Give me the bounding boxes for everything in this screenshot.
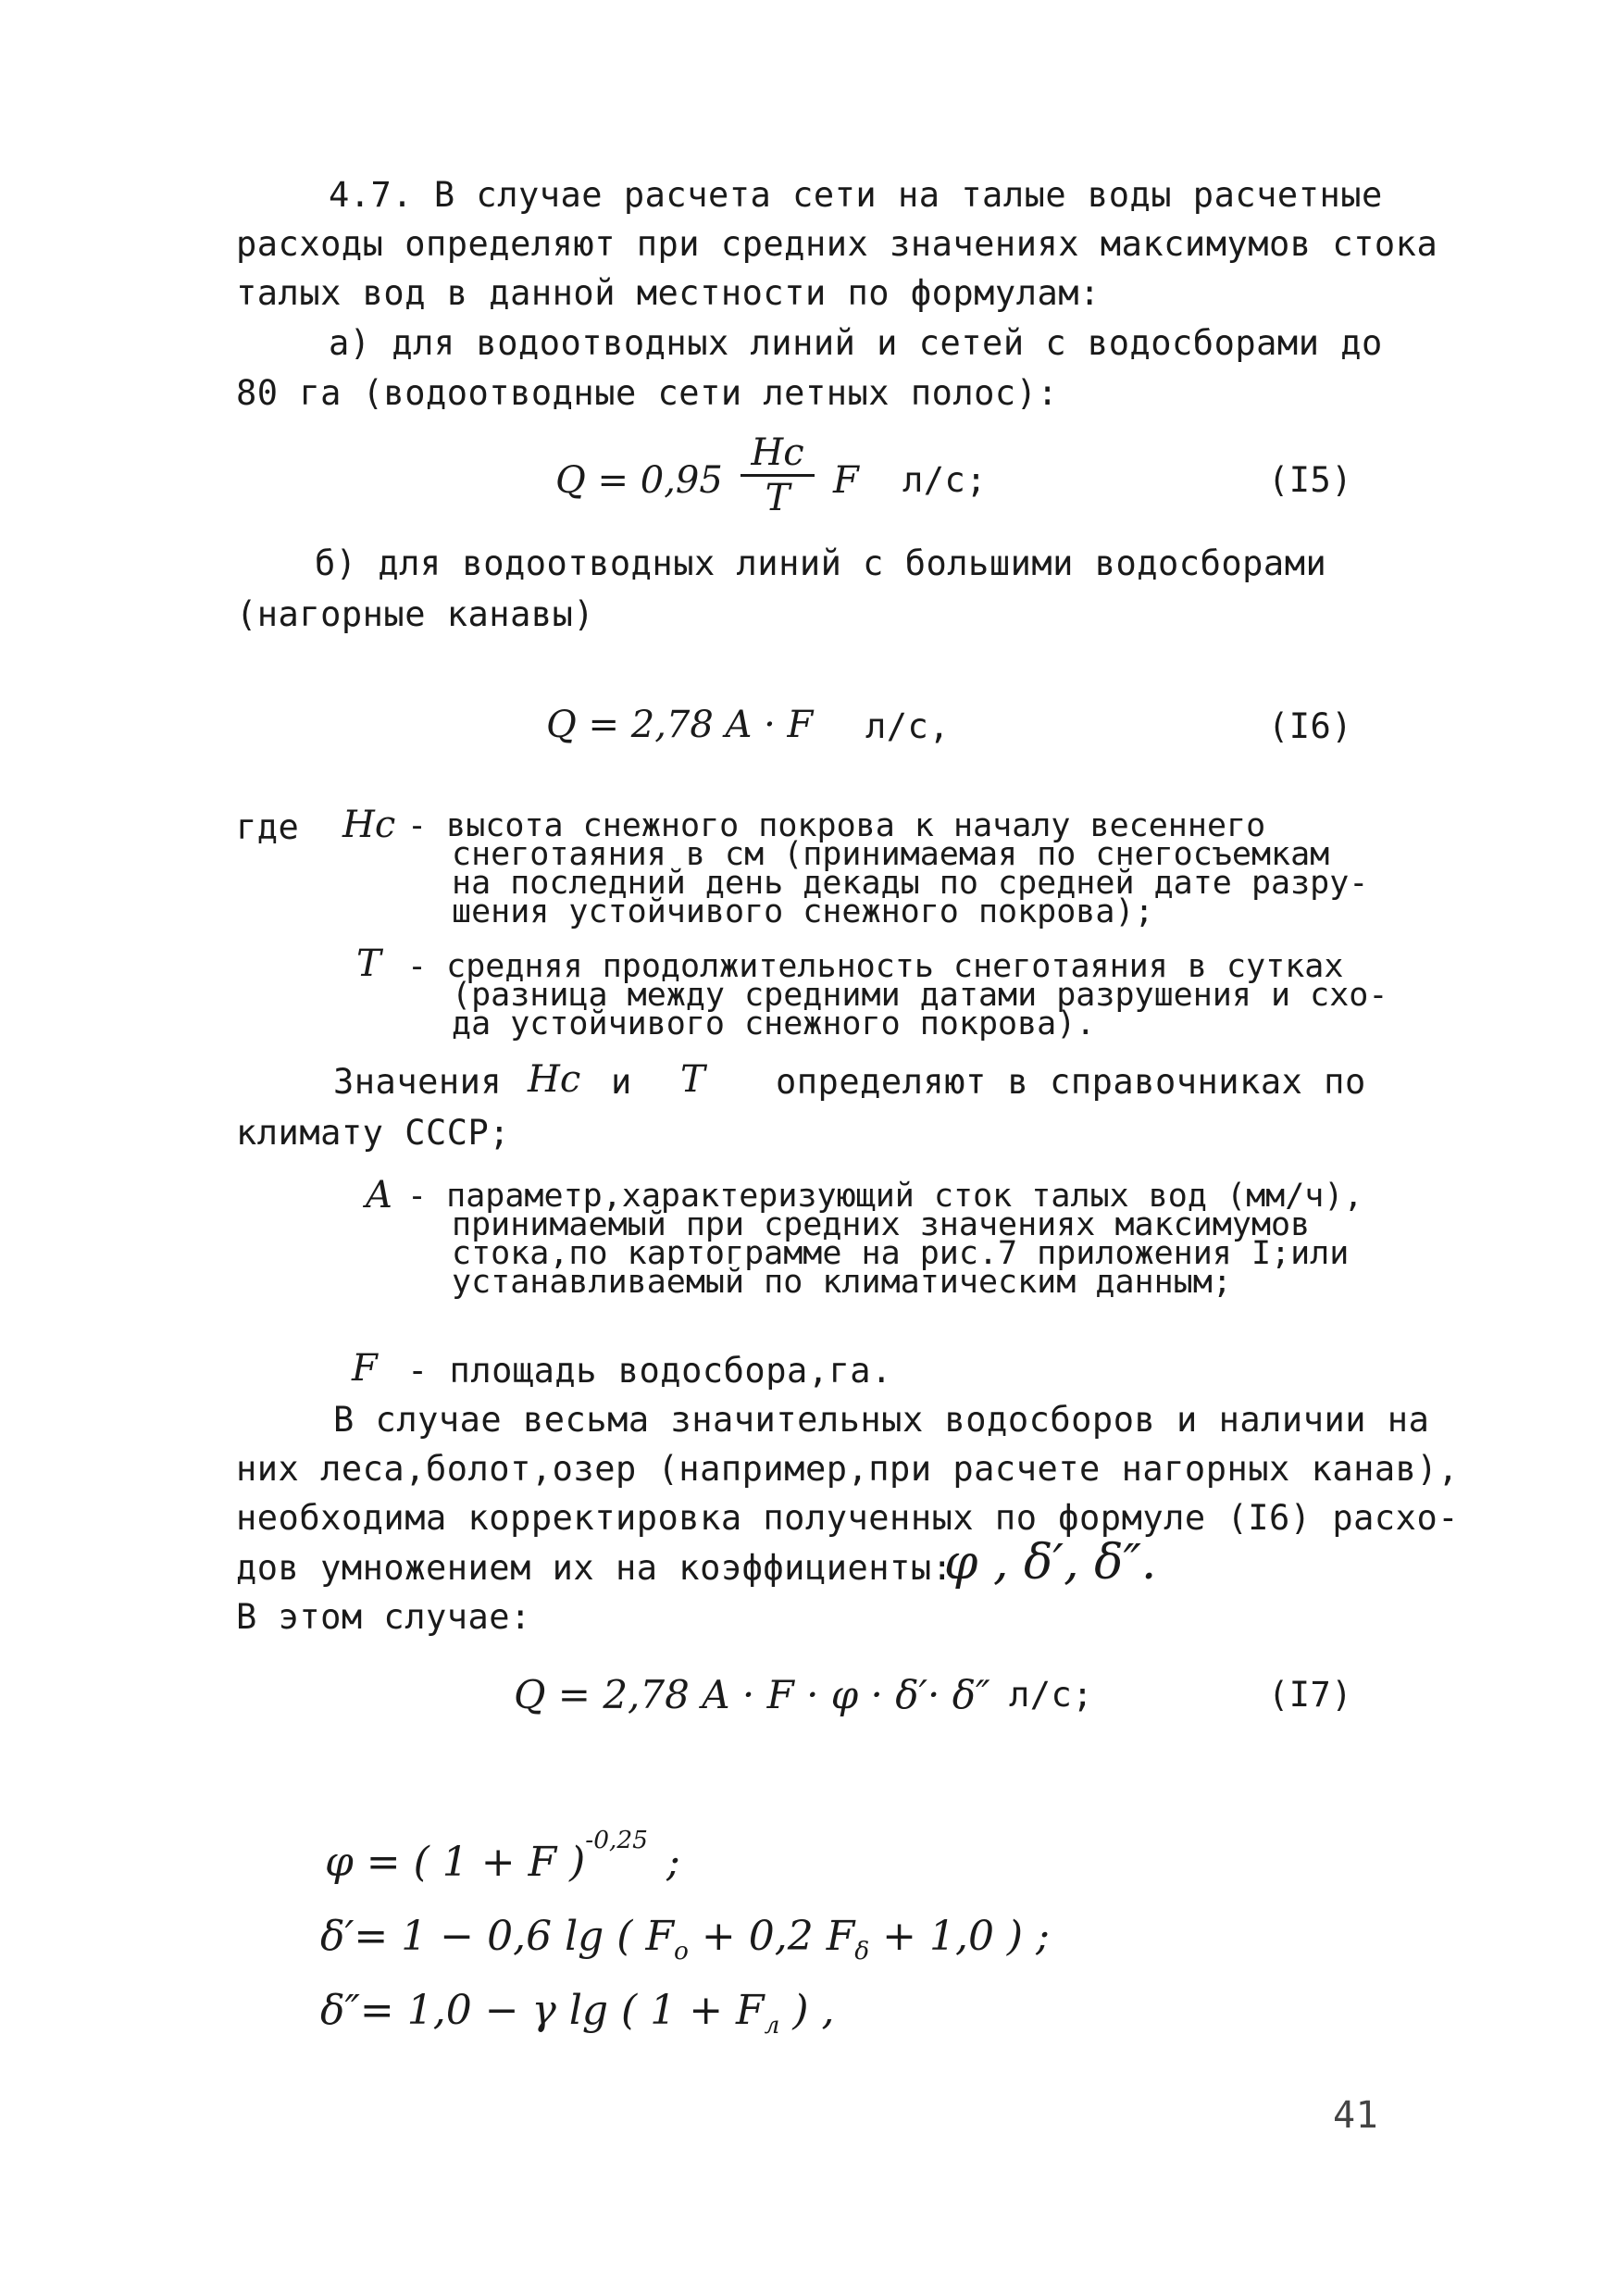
a-symbol: A bbox=[366, 1174, 392, 1217]
t-symbol: T bbox=[356, 942, 381, 985]
item-b-line: (нагорные канавы) bbox=[236, 594, 595, 634]
formula-15-unit: л/с; bbox=[902, 460, 988, 500]
t-definition-line: - средняя продолжительность снеготаяния в сутках bbox=[407, 948, 1344, 985]
values-t-symbol: T bbox=[680, 1058, 705, 1101]
hc-definition-line: шения устойчивого снежного покрова); bbox=[452, 893, 1154, 930]
formula-15-number: (I5) bbox=[1268, 460, 1353, 500]
paragraph-line: 4.7. В случае расчета сети на талые воды расчетные bbox=[329, 175, 1383, 215]
hc-definition-line: на последний день декады по средней дате разру- bbox=[452, 865, 1369, 902]
paragraph-line: расходы определяют при средних значениях максимумов стока bbox=[236, 224, 1438, 264]
formula-15-lhs: Q = 0,95 bbox=[555, 459, 723, 502]
values-hc-symbol: Hc bbox=[528, 1058, 581, 1101]
item-b-line: б) для водоотводных линий с большими водосборами bbox=[315, 543, 1327, 583]
t-definition-line: да устойчивого снежного покрова). bbox=[452, 1005, 1096, 1042]
formula-17-number: (I7) bbox=[1268, 1675, 1353, 1715]
formula-15-fraction bbox=[741, 431, 815, 519]
a-definition-line: устанавливаемый по климатическим данным; bbox=[452, 1264, 1232, 1301]
hc-symbol: Hc bbox=[342, 804, 396, 846]
fraction-denominator: T bbox=[765, 477, 790, 519]
item-a-line: 80 га (водоотводные сети летных полос): bbox=[236, 373, 1059, 413]
correction-line: дов умножением их на коэффициенты: bbox=[236, 1548, 953, 1588]
correction-line: В этом случае: bbox=[236, 1597, 531, 1637]
values-text: определяют в справочниках по bbox=[776, 1062, 1366, 1102]
fraction-numerator: Hc bbox=[751, 431, 804, 474]
page-number: 41 bbox=[1333, 2094, 1379, 2137]
delta2-formula: δ″= 1,0 − γ lg ( $1 + F_л$ ) , bbox=[319, 1987, 835, 2040]
paragraph-line: талых вод в данной местности по формулам: bbox=[236, 273, 1101, 313]
values-and: и bbox=[611, 1062, 632, 1102]
formula-15-variable: F bbox=[833, 459, 859, 502]
hc-definition-line: снеготаяния в см (принимаемая по снегосъемкам bbox=[452, 836, 1330, 873]
formula-16-expression: Q = 2,78 A · F bbox=[546, 704, 814, 746]
values-text: климату СССР; bbox=[236, 1113, 511, 1153]
phi-exponent: -0,25 bbox=[585, 1826, 648, 1855]
coefficient-symbols: φ , δ′, δ″. bbox=[944, 1535, 1157, 1591]
hc-definition-line: - высота снежного покрова к началу весеннего bbox=[407, 807, 1266, 844]
a-definition-line: стока,по картограмме на рис.7 приложения I;или bbox=[452, 1235, 1350, 1272]
values-text: Значения bbox=[333, 1062, 503, 1102]
correction-line: них леса,болот,озер (например,при расчете нагорных канав), bbox=[236, 1449, 1460, 1489]
correction-line: В случае весьма значительных водосборов и наличии на bbox=[333, 1400, 1430, 1440]
a-definition-line: - параметр,характеризующий сток талых вод (мм/ч), bbox=[407, 1178, 1363, 1215]
correction-line: необходима корректировка полученных по формуле (I6) расхо- bbox=[236, 1498, 1460, 1538]
formula-17-expression: Q = 2,78 A · F · φ · δ′· δ″ bbox=[514, 1672, 990, 1717]
f-definition-line: - площадь водосбора,га. bbox=[407, 1351, 892, 1391]
t-definition-line: (разница между средними датами разрушения и схо- bbox=[452, 977, 1388, 1014]
formula-16-unit: л/с, bbox=[865, 706, 951, 746]
where-label: где bbox=[236, 807, 300, 847]
formula-16-number: (I6) bbox=[1268, 706, 1353, 746]
phi-formula: φ = ( 1 + F )$^{-0,25}$ ; bbox=[324, 1826, 680, 1886]
delta1-formula: δ′= 1 − 0,6 lg ( $F_о + 0,2$ $F_\delta + 1,0$ ) ; bbox=[319, 1913, 1050, 1965]
f-symbol: F bbox=[352, 1347, 378, 1390]
item-a-line: а) для водоотводных линий и сетей с водосборами до bbox=[329, 323, 1383, 363]
a-definition-line: принимаемый при средних значениях максимумов bbox=[452, 1206, 1311, 1243]
formula-17-unit: л/с; bbox=[1009, 1675, 1094, 1715]
